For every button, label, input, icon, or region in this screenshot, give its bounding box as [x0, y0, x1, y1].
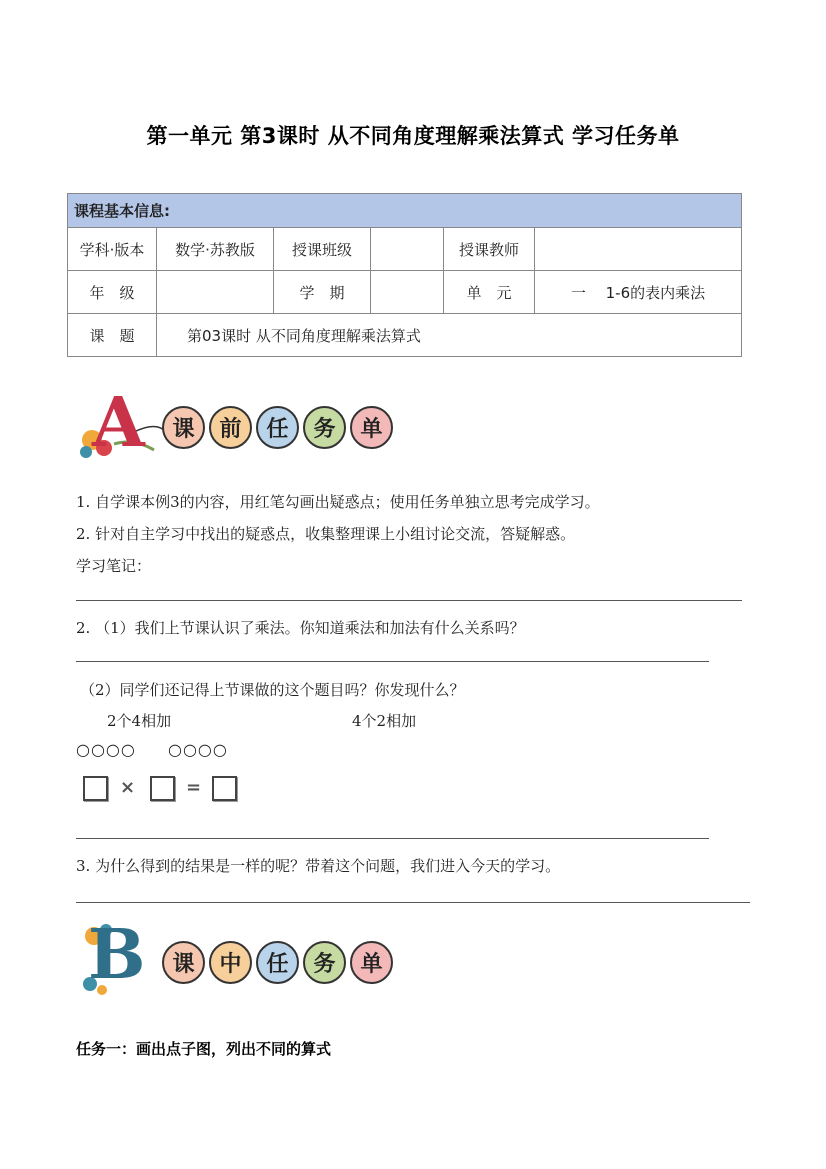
section-a-char: 务: [303, 406, 346, 449]
equals-sign: =: [186, 777, 202, 798]
question-2-1: 2. （1）我们上节课认识了乘法。你知道乘法和加法有什么关系吗？: [76, 619, 525, 637]
answer-box-3[interactable]: [212, 776, 237, 801]
answer-line: [76, 661, 709, 662]
section-b-char: 课: [162, 941, 205, 984]
section-b-char: 任: [256, 941, 299, 984]
teacher-value: [535, 228, 742, 271]
term-value: [371, 271, 444, 314]
question-3: 3. 为什么得到的结果是一样的呢？带着这个问题，我们进入今天的学习。: [76, 857, 561, 875]
subject-label: 学科·版本: [68, 228, 157, 271]
topic-value: 第03课时 从不同角度理解乘法算式: [157, 314, 742, 357]
answer-line: [76, 838, 709, 839]
class-label: 授课班级: [274, 228, 371, 271]
notes-line: [76, 600, 742, 601]
unit-value: 一 1-6的表内乘法: [535, 271, 742, 314]
section-b-char: 中: [209, 941, 252, 984]
times-sign: ×: [120, 777, 136, 798]
section-a-char: 前: [209, 406, 252, 449]
course-info-table: [67, 193, 742, 357]
circles-group-right: ○○○○: [168, 740, 228, 759]
notes-label: 学习笔记：: [76, 557, 152, 575]
section-a-title: [162, 406, 393, 449]
pre-item-2: 2. 针对自主学习中找出的疑惑点，收集整理课上小组讨论交流，答疑解惑。: [76, 525, 576, 543]
unit-label: 单 元: [444, 271, 535, 314]
section-a-char: 课: [162, 406, 205, 449]
topic-label: 课 题: [68, 314, 157, 357]
task-1-heading: 任务一：画出点子图，列出不同的算式: [76, 1040, 332, 1058]
section-b-char: 单: [350, 941, 393, 984]
page-title: 第一单元 第3课时 从不同角度理解乘法算式 学习任务单: [146, 124, 680, 148]
term-label: 学 期: [274, 271, 371, 314]
section-divider: [76, 902, 750, 903]
section-b-letter: B: [88, 915, 146, 995]
section-a-letter: A: [92, 383, 145, 463]
section-a-char: 任: [256, 406, 299, 449]
question-2-2: （2）同学们还记得上节课做的这个题目吗？你发现什么？: [80, 681, 465, 699]
grade-label: 年 级: [68, 271, 157, 314]
answer-box-1[interactable]: [83, 776, 108, 801]
add-right-text: 4个2相加: [352, 712, 417, 730]
grade-value: [157, 271, 274, 314]
pre-item-1: 1. 自学课本例3的内容，用红笔勾画出疑惑点；使用任务单独立思考完成学习。: [76, 493, 600, 511]
add-left-text: 2个4相加: [107, 712, 172, 730]
course-info-header: 课程基本信息:: [68, 194, 742, 228]
teacher-label: 授课教师: [444, 228, 535, 271]
circles-group-left: ○○○○: [76, 740, 136, 759]
section-b-title: [162, 941, 393, 984]
answer-box-2[interactable]: [150, 776, 175, 801]
class-value: [371, 228, 444, 271]
section-b-char: 务: [303, 941, 346, 984]
section-a-char: 单: [350, 406, 393, 449]
subject-value: 数学·苏教版: [157, 228, 274, 271]
